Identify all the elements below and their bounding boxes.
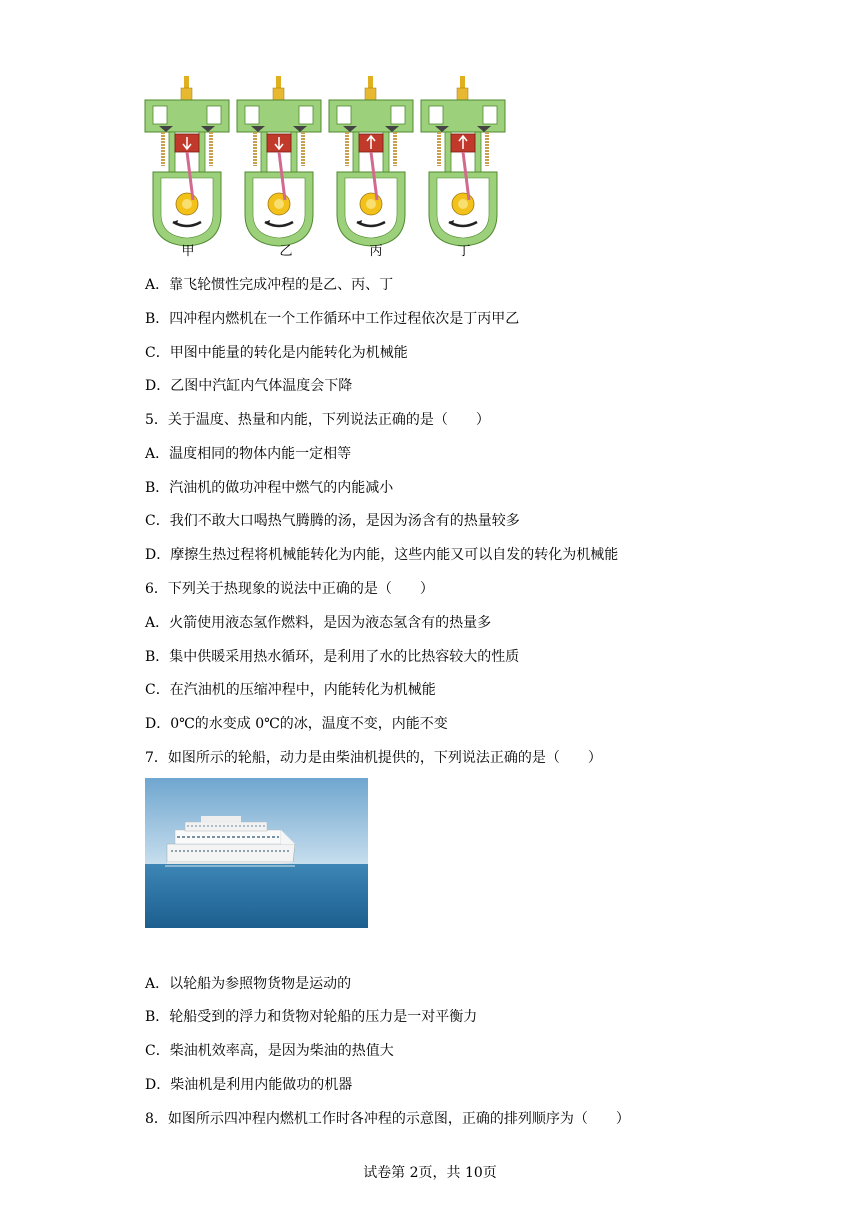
page-footer: 试卷第 2页，共 10页 <box>363 1165 497 1181</box>
q5-option-d: D．摩擦生热过程将机械能转化为内能，这些内能又可以自发的转化为机械能 <box>145 547 619 563</box>
q5-option-b: B．汽油机的做功冲程中燃气的内能减小 <box>145 480 394 496</box>
q5-option-a: A．温度相同的物体内能一定相等 <box>145 446 352 462</box>
q5-option-c: C．我们不敢大口喝热气腾腾的汤，是因为汤含有的热量较多 <box>145 513 520 529</box>
q8-stem: 8．如图所示四冲程内燃机工作时各冲程的示意图，正确的排列顺序为（ ） <box>145 1111 630 1127</box>
q6-option-a: A．火箭使用液态氢作燃料，是因为液态氢含有的热量多 <box>145 615 492 631</box>
q5-stem: 5．关于温度、热量和内能，下列说法正确的是（ ） <box>145 412 490 428</box>
cruise-ship-photo <box>145 778 368 928</box>
engine-label-ding: 丁 <box>457 244 471 259</box>
q4-option-a: A．靠飞轮惯性完成冲程的是乙、丙、丁 <box>145 277 394 293</box>
engine-label-bing: 丙 <box>369 244 383 259</box>
engine-strokes-figure <box>143 74 511 260</box>
q7-option-d: D．柴油机是利用内能做功的机器 <box>145 1077 353 1093</box>
q7-option-c: C．柴油机效率高，是因为柴油的热值大 <box>145 1043 394 1059</box>
q4-option-b: B．四冲程内燃机在一个工作循环中工作过程依次是丁丙甲乙 <box>145 311 520 327</box>
q6-stem: 6．下列关于热现象的说法中正确的是（ ） <box>145 581 434 597</box>
q7-option-b: B．轮船受到的浮力和货物对轮船的压力是一对平衡力 <box>145 1009 478 1025</box>
q6-option-c: C．在汽油机的压缩冲程中，内能转化为机械能 <box>145 682 436 698</box>
q4-option-c: C．甲图中能量的转化是内能转化为机械能 <box>145 345 408 361</box>
q7-stem: 7．如图所示的轮船，动力是由柴油机提供的，下列说法正确的是（ ） <box>145 750 602 766</box>
q6-option-d: D．0℃的水变成 0℃的冰，温度不变，内能不变 <box>145 716 448 732</box>
q6-option-b: B．集中供暖采用热水循环，是利用了水的比热容较大的性质 <box>145 649 520 665</box>
q7-option-a: A．以轮船为参照物货物是运动的 <box>145 976 352 992</box>
engine-label-yi: 乙 <box>279 244 293 259</box>
engine-label-jia: 甲 <box>181 244 195 259</box>
q4-option-d: D．乙图中汽缸内气体温度会下降 <box>145 378 353 394</box>
